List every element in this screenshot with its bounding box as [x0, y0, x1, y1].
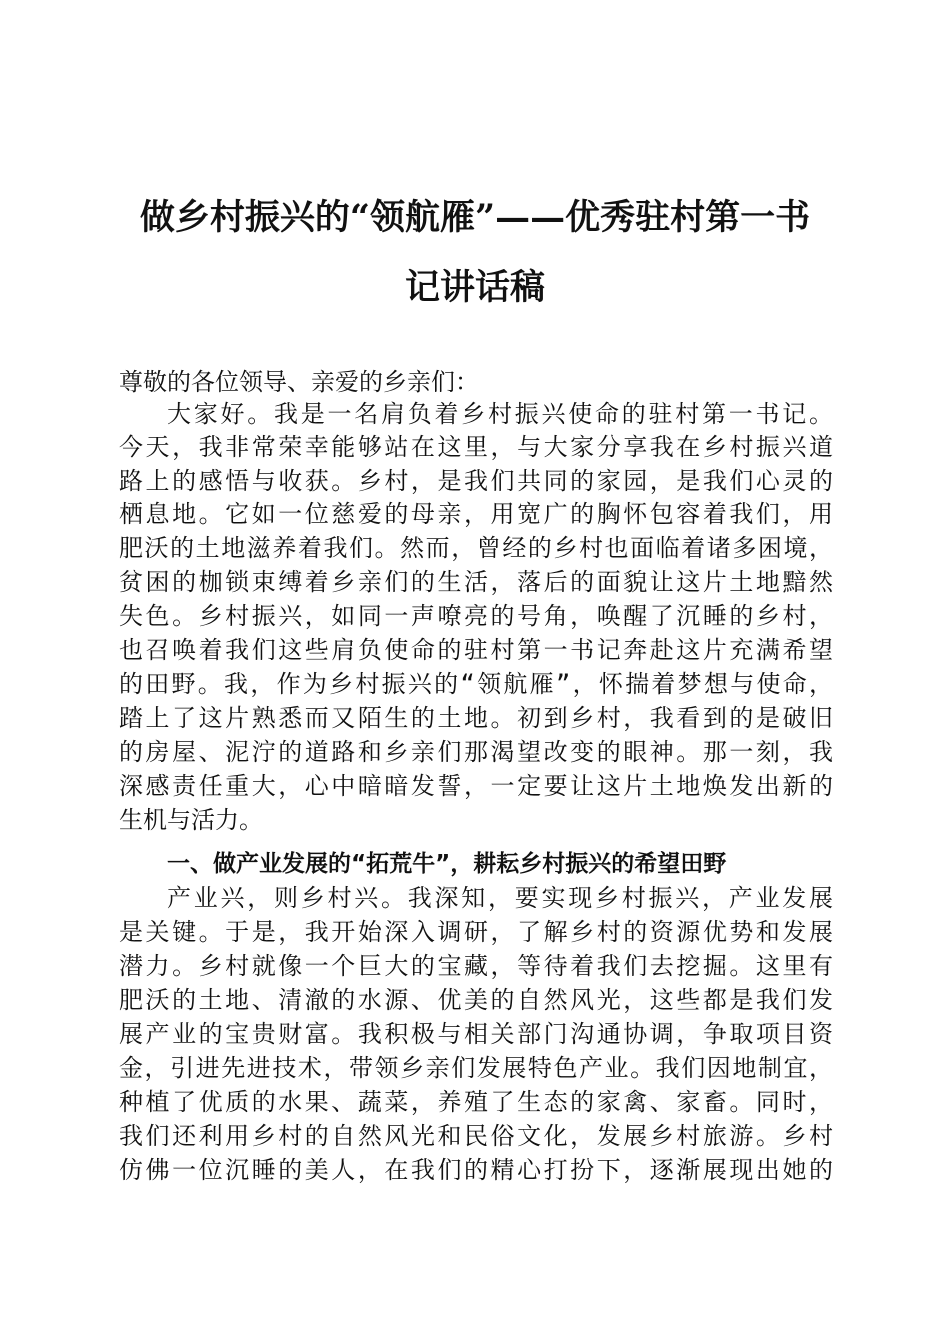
- paragraph-1-line: 的房屋、泥泞的道路和乡亲们那渴望改变的眼神。那一刻，我: [119, 738, 833, 766]
- paragraph-1-line: 大家好。我是一名肩负着乡村振兴使命的驻村第一书记。: [167, 400, 833, 428]
- paragraph-2-line: 我们还利用乡村的自然风光和民俗文化，发展乡村旅游。乡村: [119, 1122, 833, 1150]
- paragraph-1-line: 今天，我非常荣幸能够站在这里，与大家分享我在乡村振兴道: [119, 433, 833, 461]
- paragraph-1-line: 踏上了这片熟悉而又陌生的土地。初到乡村，我看到的是破旧: [119, 704, 833, 732]
- paragraph-1-line: 栖息地。它如一位慈爱的母亲，用宽广的胸怀包容着我们，用: [119, 500, 833, 528]
- paragraph-1-line: 深感责任重大，心中暗暗发誓，一定要让这片土地焕发出新的: [119, 772, 833, 800]
- paragraph-1-line: 的田野。我，作为乡村振兴的“领航雁”，怀揣着梦想与使命，: [119, 670, 833, 698]
- paragraph-2-line: 是关键。于是，我开始深入调研，了解乡村的资源优势和发展: [119, 918, 833, 946]
- paragraph-2-line: 金，引进先进技术，带领乡亲们发展特色产业。我们因地制宜，: [119, 1054, 833, 1082]
- salutation: 尊敬的各位领导、亲爱的乡亲们：: [119, 368, 479, 396]
- paragraph-1-line: 生机与活力。: [119, 806, 263, 834]
- paragraph-1-line: 路上的感悟与收获。乡村，是我们共同的家园，是我们心灵的: [119, 467, 833, 495]
- paragraph-2-line: 展产业的宝贵财富。我积极与相关部门沟通协调，争取项目资: [119, 1020, 833, 1048]
- paragraph-2-line: 种植了优质的水果、蔬菜，养殖了生态的家禽、家畜。同时，: [119, 1088, 833, 1116]
- paragraph-1-line: 也召唤着我们这些肩负使命的驻村第一书记奔赴这片充满希望: [119, 636, 833, 664]
- paragraph-2-line: 潜力。乡村就像一个巨大的宝藏，等待着我们去挖掘。这里有: [119, 952, 833, 980]
- paragraph-1-line: 失色。乡村振兴，如同一声嘹亮的号角，唤醒了沉睡的乡村，: [119, 602, 833, 630]
- section-1-heading: 一、做产业发展的“拓荒牛”，耕耘乡村振兴的希望田野: [167, 851, 727, 877]
- paragraph-2-line: 产业兴，则乡村兴。我深知，要实现乡村振兴，产业发展: [167, 884, 833, 912]
- paragraph-1-line: 肥沃的土地滋养着我们。然而，曾经的乡村也面临着诸多困境，: [119, 534, 833, 562]
- paragraph-2-line: 仿佛一位沉睡的美人，在我们的精心打扮下，逐渐展现出她的: [119, 1156, 833, 1184]
- paragraph-2-line: 肥沃的土地、清澈的水源、优美的自然风光，这些都是我们发: [119, 986, 833, 1014]
- document-title-line-1: 做乡村振兴的“领航雁”——优秀驻村第一书: [139, 197, 811, 238]
- document-title-line-2: 记讲话稿: [404, 267, 545, 308]
- paragraph-1-line: 贫困的枷锁束缚着乡亲们的生活，落后的面貌让这片土地黯然: [119, 568, 833, 596]
